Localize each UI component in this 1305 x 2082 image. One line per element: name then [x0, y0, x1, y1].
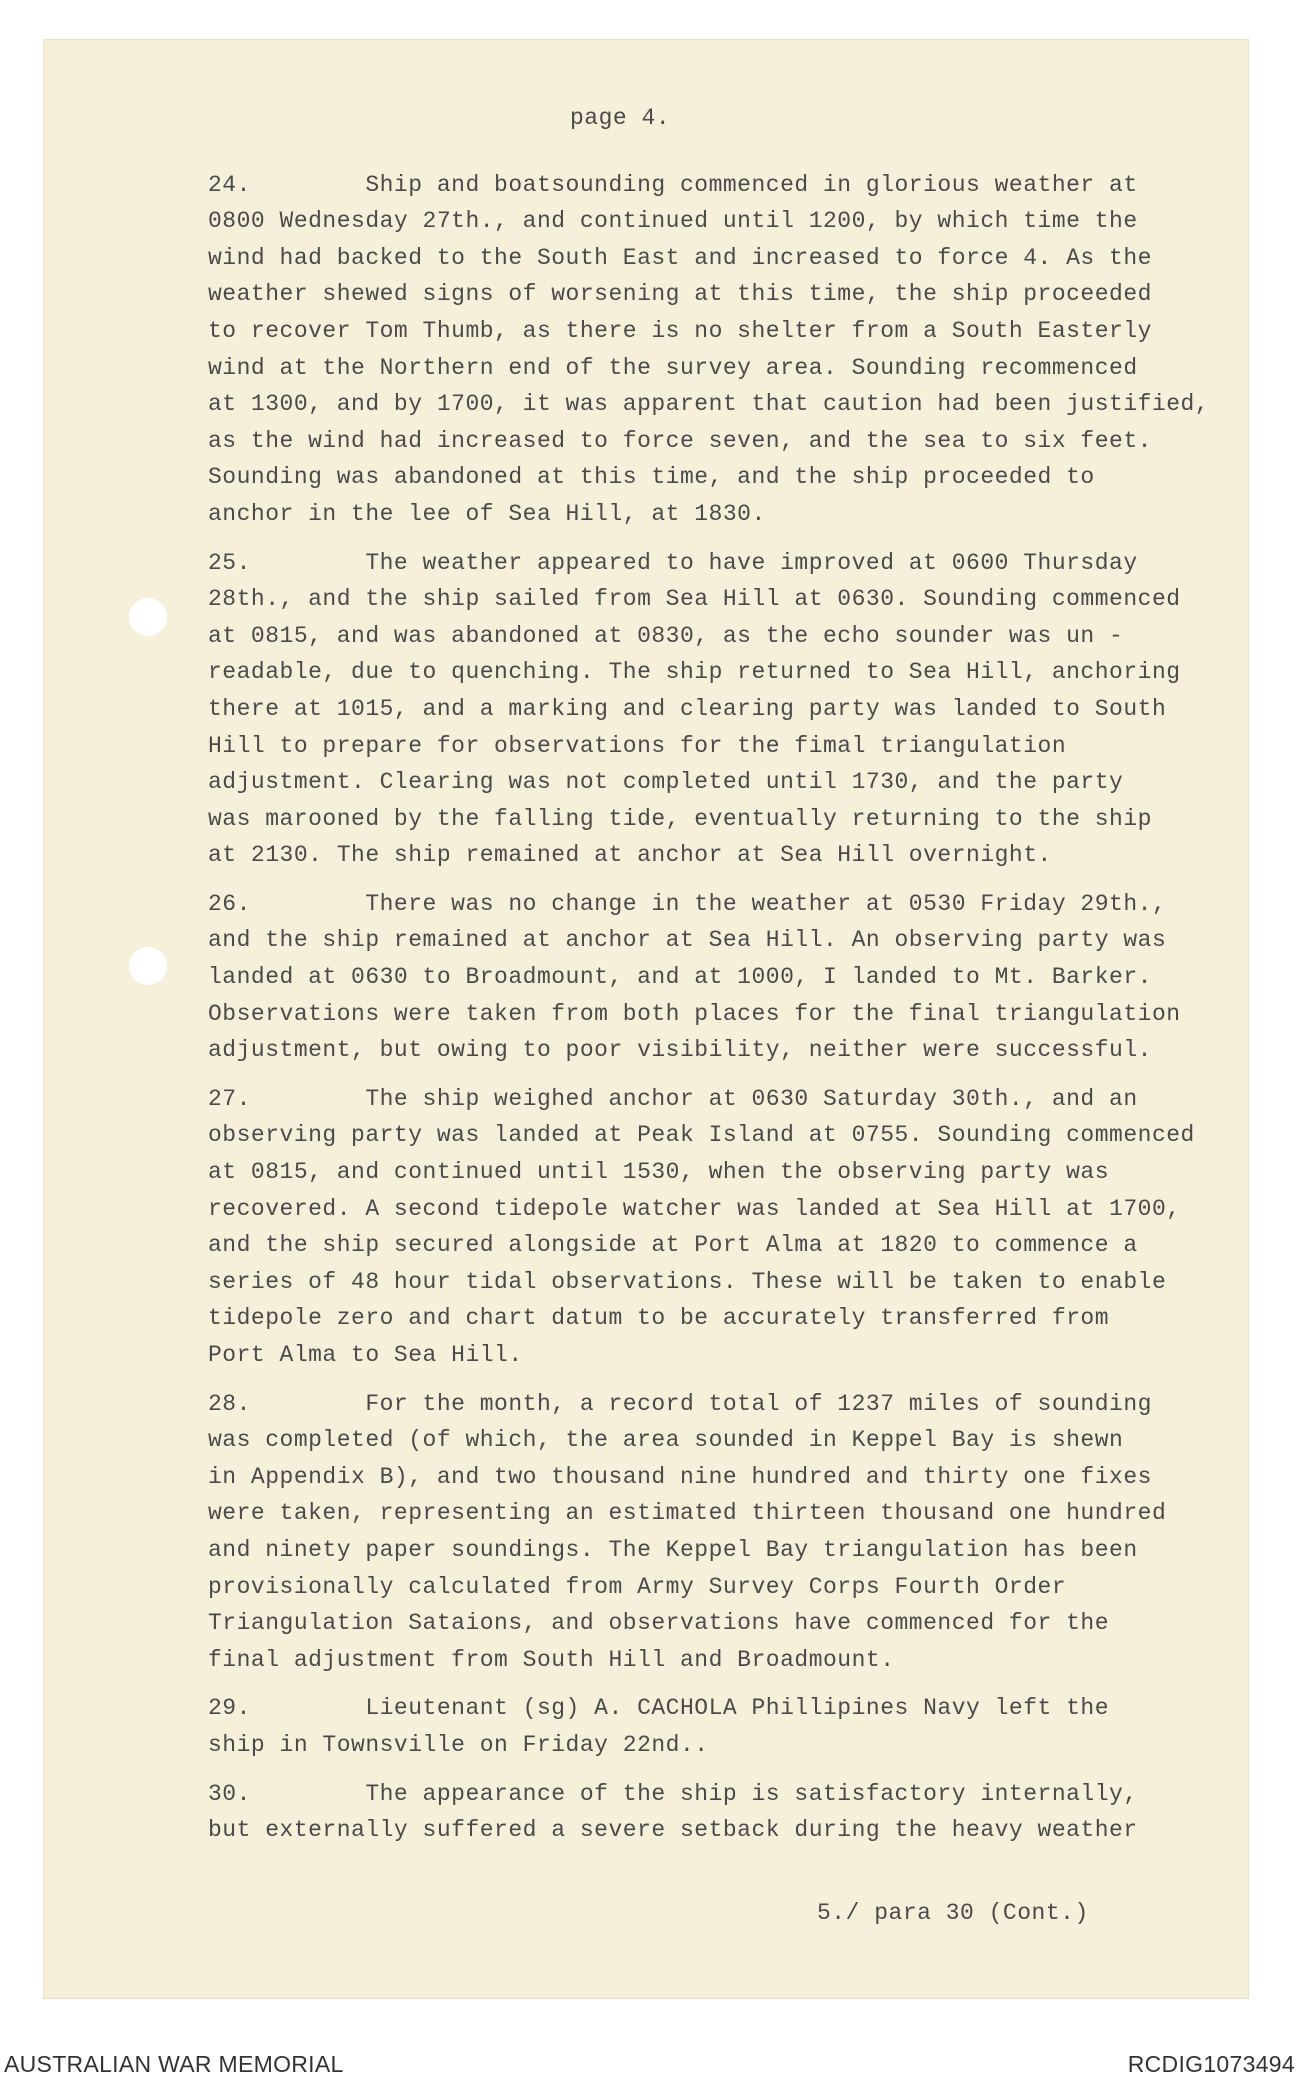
text-line: 26. There was no change in the weather at 0530 Friday 29th., [208, 890, 1167, 917]
text-line: series of 48 hour tidal observations. These will be taken to enable [208, 1268, 1167, 1295]
text-line: wind had backed to the South East and increased to force 4. As the [208, 244, 1152, 271]
text-line: Observations were taken from both places for the final triangulation [208, 1000, 1181, 1027]
archive-reference: RCDIG1073494 [1127, 2051, 1295, 2077]
text-line: and ninety paper soundings. The Keppel Bay triangulation has been [208, 1536, 1138, 1563]
text-line: 28. For the month, a record total of 1237 miles of sounding [208, 1390, 1152, 1417]
text-line: at 0815, and was abandoned at 0830, as the echo sounder was un - [208, 622, 1124, 649]
punch-hole [129, 947, 167, 985]
text-line: 24. Ship and boatsounding commenced in glorious weather at [208, 171, 1138, 198]
text-line: anchor in the lee of Sea Hill, at 1830. [208, 500, 766, 527]
text-line: Sounding was abandoned at this time, and the ship proceeded to [208, 464, 1095, 491]
paragraph-30 [208, 1776, 1248, 1849]
text-line: 27. The ship weighed anchor at 0630 Saturday 30th., and an [208, 1085, 1138, 1112]
paragraph-24 [208, 167, 1248, 533]
punch-hole [129, 598, 167, 636]
paragraph-list [208, 167, 1248, 1849]
text-line: provisionally calculated from Army Survey Corps Fourth Order [208, 1573, 1067, 1600]
text-line: at 2130. The ship remained at anchor at Sea Hill overnight. [208, 842, 1052, 869]
text-line: Triangulation Sataions, and observations have commenced for the [208, 1610, 1110, 1637]
text-line: readable, due to quenching. The ship returned to Sea Hill, anchoring [208, 659, 1181, 686]
text-line: were taken, representing an estimated thirteen thousand one hundred [208, 1500, 1167, 1527]
text-line: Port Alma to Sea Hill. [208, 1342, 523, 1368]
text-line: adjustment. Clearing was not completed until 1730, and the party [208, 769, 1124, 796]
text-line: weather shewed signs of worsening at this time, the ship proceeded [208, 281, 1152, 308]
text-line: to recover Tom Thumb, as there is no shelter from a South Easterly [208, 317, 1152, 344]
continuation-note: 5./ para 30 (Cont.) [817, 1900, 1089, 1926]
paragraph-29 [208, 1690, 1248, 1763]
paragraph-28 [208, 1386, 1248, 1679]
text-line: Hill to prepare for observations for the fimal triangulation [208, 732, 1067, 759]
text-line: and the ship remained at anchor at Sea Hill. An observing party was [208, 927, 1167, 954]
text-line: at 0815, and continued until 1530, when the observing party was [208, 1159, 1110, 1186]
text-line: adjustment, but owing to poor visibility, neither were successful. [208, 1037, 1152, 1064]
text-line: was marooned by the falling tide, eventually returning to the ship [208, 805, 1152, 832]
text-line: 25. The weather appeared to have improved at 0600 Thursday [208, 549, 1138, 576]
text-line: 0800 Wednesday 27th., and continued until 1200, by which time the [208, 208, 1138, 235]
text-line: 29. Lieutenant (sg) A. CACHOLA Phillipines Navy left the [208, 1695, 1110, 1722]
text-line: in Appendix B), and two thousand nine hundred and thirty one fixes [208, 1463, 1152, 1490]
text-line: but externally suffered a severe setback during the heavy weather [208, 1817, 1138, 1844]
text-line: observing party was landed at Peak Island at 0755. Sounding commenced [208, 1122, 1195, 1149]
text-line: final adjustment from South Hill and Broadmount. [208, 1646, 895, 1673]
text-line: 30. The appearance of the ship is satisfactory internally, [208, 1780, 1138, 1807]
text-line: tidepole zero and chart datum to be accurately transferred from [208, 1305, 1110, 1332]
paragraph-25 [208, 545, 1248, 874]
paragraph-27 [208, 1081, 1248, 1374]
text-line: wind at the Northern end of the survey area. Sounding recommenced [208, 354, 1138, 381]
text-line: and the ship secured alongside at Port Alma at 1820 to commence a [208, 1232, 1138, 1259]
page-header: page 4. [570, 105, 671, 131]
text-line: at 1300, and by 1700, it was apparent that caution had been justified, [208, 391, 1210, 418]
text-line: ship in Townsville on Friday 22nd.. [208, 1731, 709, 1758]
typed-text-body [208, 100, 1248, 1861]
text-line: there at 1015, and a marking and clearing party was landed to South [208, 695, 1167, 722]
text-line: 28th., and the ship sailed from Sea Hill at 0630. Sounding commenced [208, 586, 1181, 613]
archive-credit: AUSTRALIAN WAR MEMORIAL [4, 2051, 344, 2077]
text-line: recovered. A second tidepole watcher was landed at Sea Hill at 1700, [208, 1195, 1181, 1222]
text-line: was completed (of which, the area sounded in Keppel Bay is shewn [208, 1427, 1124, 1454]
text-line: landed at 0630 to Broadmount, and at 1000, I landed to Mt. Barker. [208, 964, 1152, 991]
paragraph-26 [208, 886, 1248, 1069]
text-line: as the wind had increased to force seven, and the sea to six feet. [208, 427, 1152, 454]
